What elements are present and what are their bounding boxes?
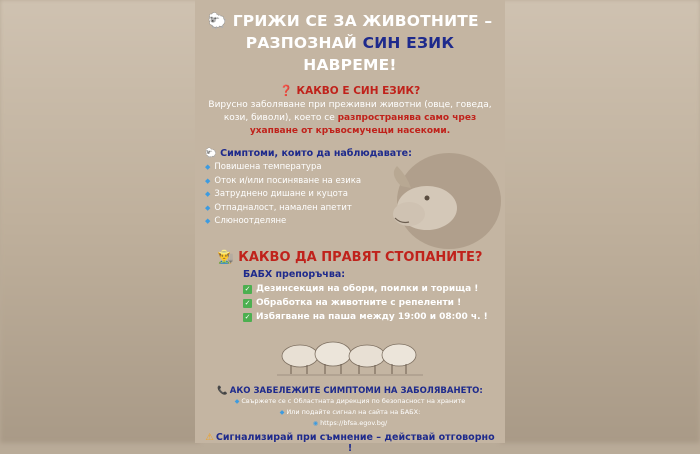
diamond-bullet-icon: ◆ xyxy=(205,217,211,225)
notice-line-1-text: Свържете се с Областната дирекция по безопасност на храните xyxy=(241,397,466,405)
recommendation-text: Избягване на паша между 19:00 и 08:00 ч. ! xyxy=(256,312,488,322)
sheep-head-illustration xyxy=(349,146,499,256)
title-line-2 xyxy=(205,32,495,76)
symptom-text: Оток и/или посиняване на езика xyxy=(214,175,362,186)
what-is-text: Вирусно заболяване при преживни животни (овце, говеда, кози, биволи), което се xyxy=(208,100,492,123)
website-url[interactable]: https://bfsa.egov.bg/ xyxy=(320,419,388,427)
recommendation-text: Обработка на животните с репеленти ! xyxy=(256,298,462,308)
notice-line-2-text: Или подайте сигнал на сайта на БАБХ: xyxy=(286,408,421,416)
notice-heading xyxy=(205,386,495,396)
title-line-2-suffix: НАВРЕМЕ! xyxy=(303,56,397,74)
symptom-text: Повишена температура xyxy=(214,162,322,172)
diamond-bullet-icon: ◆ xyxy=(234,398,240,405)
recommendations-list xyxy=(243,282,495,324)
recommendation-item xyxy=(243,296,495,310)
diamond-bullet-icon: ◆ xyxy=(205,190,211,198)
diamond-bullet-icon: ◆ xyxy=(205,163,211,171)
blurred-background-left xyxy=(0,0,200,443)
what-is-description xyxy=(205,99,495,138)
symptom-text: Слюноотделяне xyxy=(214,216,287,226)
final-call-to-action xyxy=(205,432,495,454)
check-icon: ✓ xyxy=(244,285,251,293)
recommendation-text: Дезинсекция на обори, поилки и торища ! xyxy=(256,284,479,294)
title-highlight: СИН ЕЗИК xyxy=(362,34,455,52)
website-link[interactable] xyxy=(205,418,495,429)
symptom-text: Затруднено дишане и куцота xyxy=(214,189,348,199)
sheep-herd-illustration xyxy=(275,332,425,378)
diamond-bullet-icon: ◆ xyxy=(279,409,285,416)
final-text: Сигнализирай при съмнение – действай отговорно ! xyxy=(215,432,495,454)
symptoms-title: 🐑 Симптоми, които да наблюдавате: xyxy=(205,148,412,159)
diamond-bullet-icon: ◆ xyxy=(205,203,211,212)
recommendation-item xyxy=(243,310,495,324)
farmers-heading: 👨‍🌾 КАКВО ДА ПРАВЯТ СТОПАНИТЕ? xyxy=(217,250,483,265)
symptoms-section xyxy=(205,148,495,238)
title-line-2-prefix: РАЗПОЗНАЙ xyxy=(245,34,363,52)
diamond-bullet-icon: ◆ xyxy=(205,176,211,185)
notice-line-2 xyxy=(205,407,495,418)
poster-title xyxy=(205,10,495,76)
recommends-label: БАБХ препоръчва: xyxy=(243,269,346,280)
check-icon: ✓ xyxy=(244,313,251,321)
symptom-text: Отпадналост, намален апетит xyxy=(214,202,352,213)
phone-icon: 📞 xyxy=(217,386,228,396)
recommendation-item xyxy=(243,282,495,296)
poster xyxy=(195,0,505,454)
globe-icon: ◉ xyxy=(312,420,319,427)
notice-heading-text: АКО ЗАБЕЛЕЖИТЕ СИМПТОМИ НА ЗАБОЛЯВАНЕТО: xyxy=(229,386,483,396)
title-line-1: 🐑 ГРИЖИ СЕ ЗА ЖИВОТНИТЕ – xyxy=(207,12,493,30)
blurred-background-right xyxy=(500,0,700,443)
check-icon: ✓ xyxy=(244,299,251,307)
notice-line-1 xyxy=(205,396,495,407)
warning-icon: ⚠ xyxy=(205,432,214,443)
what-is-heading: ❓ КАКВО Е СИН ЕЗИК? xyxy=(279,85,421,97)
what-is-highlight: разпространява само чрез ухапване от кръвосмучещи насекоми. xyxy=(249,113,477,136)
